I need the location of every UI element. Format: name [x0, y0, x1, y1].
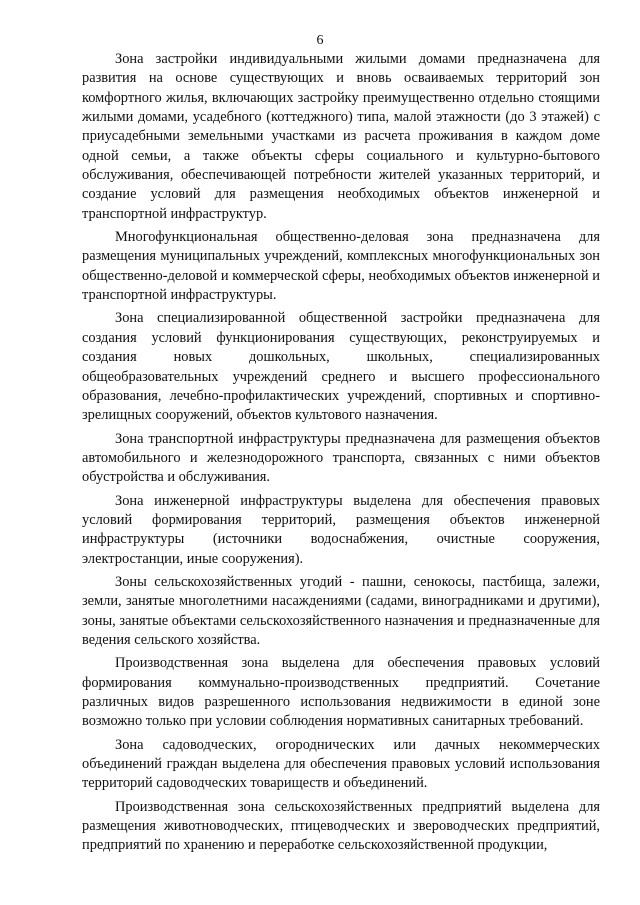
paragraph-engineering-zone: Зона инженерной инфраструктуры выделена для обеспечения правовых условий формирования территорий, размещения объектов инженерной инфраструктуры (источники водоснабжения, очистные сооружения, электростанции, иные сооружения).: [82, 492, 600, 567]
paragraph-garden-associations-zone: Зона садоводческих, огороднических или дачных некоммерческих объединений граждан выделена для обеспечения правовых условий использования территорий садоводческих товариществ и объединений.: [82, 736, 600, 792]
paragraph-production-zone: Производственная зона выделена для обеспечения правовых условий формирования коммунально-производственных предприятий. Сочетание различных видов разрешенного использования недвижимости в единой зоне возможно только при условии соблюдения нормативных санитарных требований.: [82, 655, 600, 730]
document-body: [82, 50, 600, 860]
paragraph-individual-housing-zone: Зона застройки индивидуальными жилыми домами предназначена для развития на основе существующих и вновь осваиваемых территорий зон комфортного жилья, включающих застройку преимущественно отдельно стоящими жилыми домами, усадебного (коттеджного) типа, малой этажности (до 3 этажей) с приусадебными земельными участками из расчета проживания в каждом доме одной семьи, а также объекты сферы социального и культурно-бытового обслуживания, обеспечивающей потребности жителей указанных территорий, и создание условий для размещения необходимых объектов инженерной и транспортной инфраструктур.: [82, 51, 600, 222]
page-number: 6: [316, 33, 324, 48]
paragraph-public-business-zone: Многофункциональная общественно-деловая зона предназначена для размещения муниципальных учреждений, комплексных многофункциональных зон общественно-деловой и коммерческой сферы, необходимых объектов инженерной и транспортной инфраструктуры.: [82, 229, 600, 304]
paragraph-agricultural-lands: Зоны сельскохозяйственных угодий - пашни, сенокосы, пастбища, залежи, земли, занятые многолетними насаждениями (садами, виноградниками и другими), зоны, занятые объектами сельскохозяйственного назначения и предназначенные для ведения сельского хозяйства.: [82, 573, 600, 648]
paragraph-specialized-public-zone: Зона специализированной общественной застройки предназначена для создания условий функционирования существующих, реконструируемых и создания новых дошкольных, школьных, специализированных общеобразовательных учреждений среднего и высшего профессионального образования, лечебно-профилактических учреждений, спортивных и спортивно-зрелищных сооружений, объектов культового назначения.: [82, 310, 600, 424]
paragraph-transport-zone: Зона транспортной инфраструктуры предназначена для размещения объектов автомобильного и железнодорожного транспорта, связанных с ними объектов обустройства и обслуживания.: [82, 430, 600, 486]
paragraph-agricultural-production-zone: Производственная зона сельскохозяйственных предприятий выделена для размещения животноводческих, птицеводческих и звероводческих предприятий, предприятий по хранению и переработке сельскохозяйственной продукции,: [82, 798, 600, 854]
